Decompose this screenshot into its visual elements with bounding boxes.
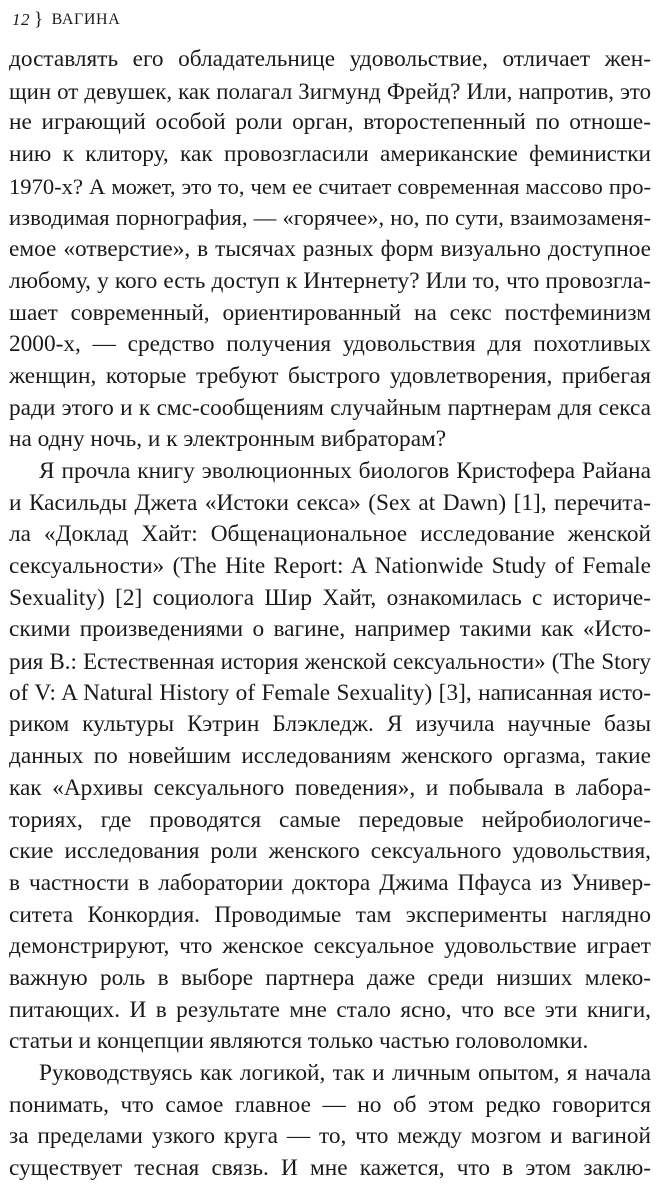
text-line: нию к клитору, как провозгласили американские феминистки xyxy=(9,141,651,168)
running-header xyxy=(12,8,120,32)
text-line: of V: A Natural History of Female Sexuality) [3], написанная исто- xyxy=(9,679,651,706)
text-line: доставлять его обладательнице удовольствие, отличает жен- xyxy=(9,46,651,72)
text-line: скими произведениями о вагине, например такими как «Исто- xyxy=(9,616,651,643)
text-line: ла «Доклад Хайт: Общенациональное исследование женской xyxy=(9,521,651,548)
paragraph-start-line: Руководствуясь как логикой, так и личным опытом, я начала xyxy=(39,1060,651,1086)
text-line: как «Архивы сексуального поведения», и побывала в лабора- xyxy=(9,774,651,801)
body-text xyxy=(9,44,651,1185)
text-line: емое «отверстие», в тысячах разных форм визуально доступное xyxy=(9,236,651,263)
paragraph-end-line: на одну ночь, и к электронным вибраторам? xyxy=(9,426,447,453)
text-line: понимать, что самое главное — но об этом редко говорится xyxy=(9,1091,651,1118)
text-line: 1970-х? А может, это то, чем ее считает современная массово про- xyxy=(9,173,651,199)
header-separator: } xyxy=(34,9,44,30)
text-line: за пределами узкого круга — то, что между мозгом и вагиной xyxy=(9,1123,651,1150)
text-line: не играющий особой роли орган, второстепенный по отноше- xyxy=(9,109,651,136)
text-line: 2000-х, — средство получения удовольствия для похотливых xyxy=(9,331,651,358)
text-line: риком культуры Кэтрин Блэкледж. Я изучила научные базы xyxy=(9,711,651,738)
text-line: и Касильды Джета «Истоки секса» (Sex at Dawn) [1], перечита- xyxy=(9,489,651,516)
paragraph-start-line: Я прочла книгу эволюционных биологов Кристофера Райана xyxy=(39,457,651,484)
text-line: любому, у кого есть доступ к Интернету? Или то, что провозгла- xyxy=(9,267,651,294)
text-line: ториях, где проводятся самые передовые нейробиологиче- xyxy=(9,806,651,833)
text-line: данных по новейшим исследованиям женского оргазма, такие xyxy=(9,743,651,770)
text-line: важную роль в выборе партнера даже среди низших млеко- xyxy=(9,964,651,991)
text-line: ради этого и к смс-сообщениям случайным партнерам для секса xyxy=(9,394,651,421)
text-line: существует тесная связь. И мне кажется, что в этом заклю- xyxy=(9,1155,651,1182)
text-line: в частности в лаборатории доктора Джима Пфауса из Универ- xyxy=(9,869,651,896)
text-line: ские исследования роли женского сексуального удовольствия, xyxy=(9,838,651,865)
page-number: 12 xyxy=(12,10,30,29)
paragraph-end-line: статьи и концепции являются только частью головоломки. xyxy=(9,1028,589,1055)
text-line: ситета Конкордия. Проводимые там эксперименты наглядно xyxy=(9,901,651,928)
text-line: щин от девушек, как полагал Зигмунд Фрейд? Или, напротив, это xyxy=(9,78,651,104)
text-line: изводимая порнография, — «горячее», но, по сути, взаимозаменя- xyxy=(9,205,651,231)
text-line: шает современный, ориентированный на секс постфеминизм xyxy=(9,299,651,326)
text-line: демонстрируют, что женское сексуальное удовольствие играет xyxy=(9,933,651,960)
text-line: женщин, которые требуют быстрого удовлетворения, прибегая xyxy=(9,362,651,389)
text-line: Sexuality) [2] социолога Шир Хайт, ознакомилась с историче- xyxy=(9,584,651,611)
text-line: сексуальности» (The Hite Report: A Nationwide Study of Female xyxy=(9,553,651,579)
text-line: питающих. И в результате мне стало ясно, что все эти книги, xyxy=(9,996,651,1023)
running-title: ВАГИНА xyxy=(51,11,121,28)
text-line: рия В.: Естественная история женской сексуальности» (The Story xyxy=(9,649,651,675)
